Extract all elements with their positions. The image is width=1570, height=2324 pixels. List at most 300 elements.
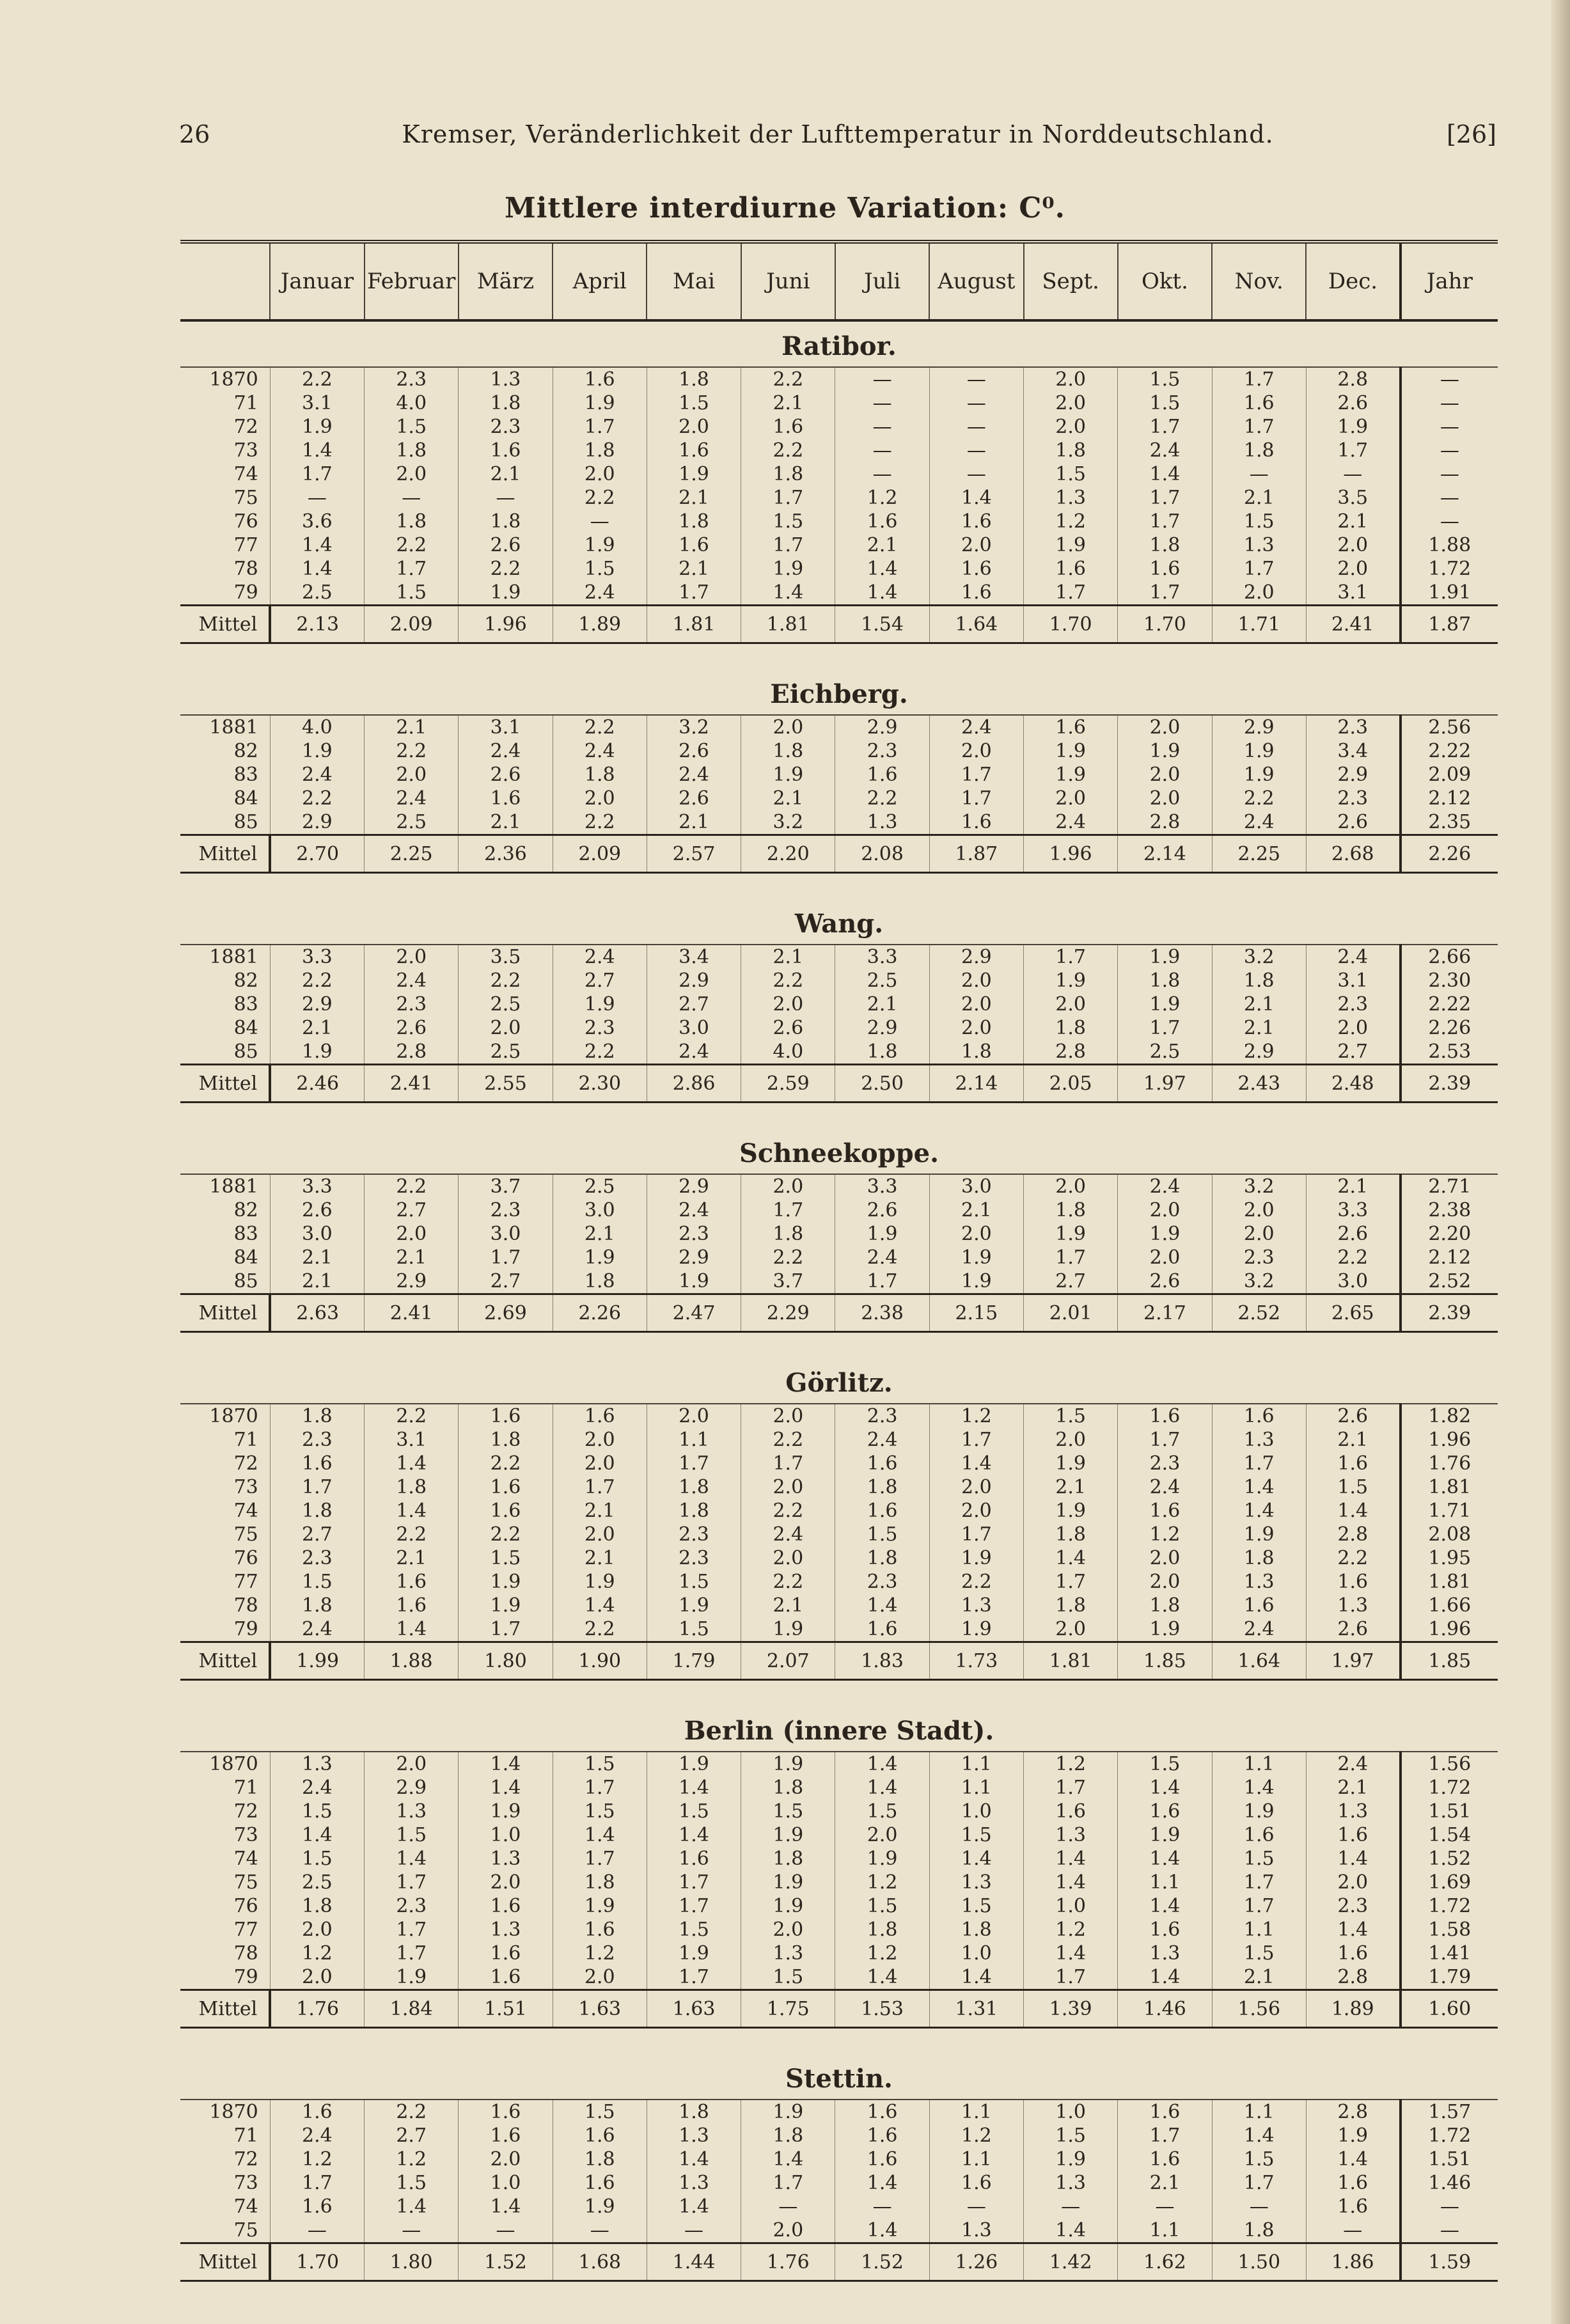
value-cell: 1.9 bbox=[365, 1965, 459, 1990]
value-cell: 2.1 bbox=[270, 1246, 364, 1269]
value-cell: 2.0 bbox=[553, 1965, 647, 1990]
value-cell: 2.2 bbox=[365, 533, 459, 557]
value-cell: 1.6 bbox=[929, 2171, 1023, 2195]
value-cell: 1.6 bbox=[270, 2195, 364, 2218]
value-cell: 2.0 bbox=[1024, 415, 1118, 439]
table-row bbox=[180, 1016, 1498, 1040]
table-row bbox=[180, 993, 1498, 1016]
value-cell: 1.5 bbox=[365, 581, 459, 606]
value-cell: 2.3 bbox=[835, 1404, 929, 1428]
value-cell: 1.6 bbox=[929, 810, 1023, 835]
value-cell: 1.4 bbox=[1306, 1847, 1400, 1871]
value-cell: 2.0 bbox=[929, 1016, 1023, 1040]
value-cell: 1.9 bbox=[835, 1222, 929, 1246]
value-cell: 4.0 bbox=[365, 391, 459, 415]
table-row bbox=[180, 439, 1498, 462]
value-cell: 2.3 bbox=[647, 1546, 741, 1570]
year-cell: 1881 bbox=[209, 1175, 258, 1198]
value-cell: 1.7 bbox=[1212, 415, 1306, 439]
value-cell: 2.6 bbox=[1118, 1269, 1212, 1294]
value-cell: 2.2 bbox=[365, 1523, 459, 1546]
value-cell: 2.4 bbox=[270, 2124, 364, 2147]
table-row bbox=[180, 2124, 1498, 2147]
value-cell: 1.8 bbox=[270, 1404, 364, 1428]
value-cell: 1.7 bbox=[270, 2171, 364, 2195]
annual-value-cell: 1.58 bbox=[1401, 1918, 1498, 1942]
value-cell: 3.3 bbox=[835, 945, 929, 969]
mittel-value-cell: 1.89 bbox=[1306, 1990, 1400, 2028]
gap-cell bbox=[180, 643, 1498, 670]
value-cell: 2.0 bbox=[741, 993, 835, 1016]
mittel-value-cell: 1.79 bbox=[647, 1642, 741, 1680]
value-cell: 1.8 bbox=[647, 2100, 741, 2124]
value-cell: 2.7 bbox=[1306, 1040, 1400, 1065]
value-cell: 1.8 bbox=[647, 1499, 741, 1523]
value-cell: 1.4 bbox=[647, 1776, 741, 1800]
annual-value-cell: 1.81 bbox=[1401, 1570, 1498, 1594]
value-cell: 1.8 bbox=[929, 1040, 1023, 1065]
value-cell: 1.9 bbox=[1212, 1800, 1306, 1823]
table-row bbox=[180, 2171, 1498, 2195]
year-cell: 72 bbox=[233, 1800, 258, 1823]
table-title: Mittlere interdiurne Variation: C⁰. bbox=[505, 192, 1065, 224]
value-cell: 1.0 bbox=[1024, 2100, 1118, 2124]
table-row bbox=[180, 1800, 1498, 1823]
value-cell: 1.7 bbox=[553, 1847, 647, 1871]
value-cell: 1.8 bbox=[647, 367, 741, 391]
value-cell: 2.7 bbox=[365, 1198, 459, 1222]
value-cell: 2.2 bbox=[741, 367, 835, 391]
year-cell: 71 bbox=[233, 1429, 258, 1451]
annual-value-cell: 1.96 bbox=[1401, 1428, 1498, 1452]
year-cell: 84 bbox=[233, 787, 258, 810]
value-cell: 1.6 bbox=[1212, 1823, 1306, 1847]
column-header: Jahr bbox=[1401, 242, 1498, 320]
value-cell: 2.7 bbox=[270, 1523, 364, 1546]
value-cell: 1.6 bbox=[270, 1452, 364, 1475]
value-cell: 2.2 bbox=[459, 1452, 553, 1475]
station-title-row bbox=[180, 1706, 1498, 1752]
value-cell: — bbox=[835, 439, 929, 462]
gap-cell bbox=[180, 1680, 1498, 1707]
value-cell: 2.2 bbox=[741, 1246, 835, 1269]
value-cell: 1.2 bbox=[1118, 1523, 1212, 1546]
value-cell: — bbox=[647, 2218, 741, 2243]
value-cell: 2.1 bbox=[1212, 486, 1306, 510]
value-cell: 1.7 bbox=[741, 533, 835, 557]
mittel-label: Mittel bbox=[180, 2243, 270, 2281]
value-cell: 1.6 bbox=[835, 1617, 929, 1642]
table-row bbox=[180, 462, 1498, 486]
column-header: Januar bbox=[270, 242, 364, 320]
year-cell: 76 bbox=[233, 1895, 258, 1917]
value-cell: 1.7 bbox=[1212, 1894, 1306, 1918]
value-cell: 1.5 bbox=[741, 1800, 835, 1823]
value-cell: 1.3 bbox=[459, 1847, 553, 1871]
value-cell: 2.4 bbox=[1306, 945, 1400, 969]
value-cell: 1.5 bbox=[647, 391, 741, 415]
mittel-annual-cell: 2.26 bbox=[1401, 835, 1498, 873]
value-cell: 1.7 bbox=[647, 1452, 741, 1475]
value-cell: 1.6 bbox=[1118, 1404, 1212, 1428]
value-cell: 2.9 bbox=[1212, 1040, 1306, 1065]
value-cell: 1.9 bbox=[459, 581, 553, 606]
value-cell: 2.0 bbox=[459, 1871, 553, 1894]
column-header: Nov. bbox=[1212, 242, 1306, 320]
mittel-value-cell: 1.89 bbox=[553, 606, 647, 643]
mittel-row bbox=[180, 835, 1498, 873]
value-cell: 1.4 bbox=[835, 1776, 929, 1800]
value-cell: 3.3 bbox=[270, 945, 364, 969]
value-cell: 1.4 bbox=[835, 557, 929, 581]
year-cell: 85 bbox=[233, 811, 258, 833]
value-cell: 2.2 bbox=[741, 439, 835, 462]
value-cell: 1.3 bbox=[647, 2124, 741, 2147]
value-cell: 1.7 bbox=[365, 1942, 459, 1965]
value-cell: 1.4 bbox=[1024, 1546, 1118, 1570]
value-cell: 1.7 bbox=[270, 1475, 364, 1499]
value-cell: 2.3 bbox=[1118, 1452, 1212, 1475]
year-cell: 74 bbox=[233, 1500, 258, 1522]
value-cell: 2.2 bbox=[365, 2100, 459, 2124]
value-cell: 1.6 bbox=[835, 510, 929, 533]
annual-value-cell: 1.96 bbox=[1401, 1617, 1498, 1642]
value-cell: 1.4 bbox=[1118, 462, 1212, 486]
mittel-row bbox=[180, 1990, 1498, 2028]
mittel-annual-cell: 1.59 bbox=[1401, 2243, 1498, 2281]
value-cell: 2.4 bbox=[647, 763, 741, 787]
value-cell: 2.0 bbox=[1212, 1222, 1306, 1246]
mittel-value-cell: 1.76 bbox=[270, 1990, 364, 2028]
column-header: August bbox=[929, 242, 1023, 320]
annual-value-cell: 1.72 bbox=[1401, 1894, 1498, 1918]
year-cell: 78 bbox=[233, 1594, 258, 1617]
value-cell: 1.7 bbox=[1212, 367, 1306, 391]
value-cell: 1.1 bbox=[929, 2147, 1023, 2171]
value-cell: 1.5 bbox=[553, 557, 647, 581]
section-gap bbox=[180, 873, 1498, 900]
value-cell: 1.3 bbox=[1306, 1594, 1400, 1617]
annual-value-cell: 1.51 bbox=[1401, 2147, 1498, 2171]
year-cell: 76 bbox=[233, 510, 258, 533]
annual-value-cell: 1.71 bbox=[1401, 1499, 1498, 1523]
table-row bbox=[180, 787, 1498, 810]
value-cell: 2.2 bbox=[553, 715, 647, 739]
mittel-value-cell: 1.84 bbox=[365, 1990, 459, 2028]
value-cell: 1.4 bbox=[647, 1823, 741, 1847]
value-cell: 2.4 bbox=[647, 1198, 741, 1222]
mittel-value-cell: 1.64 bbox=[1212, 1642, 1306, 1680]
table-row bbox=[180, 1594, 1498, 1617]
value-cell: 1.3 bbox=[365, 1800, 459, 1823]
value-cell: 1.7 bbox=[741, 486, 835, 510]
value-cell: 2.3 bbox=[365, 1894, 459, 1918]
value-cell: 2.6 bbox=[1306, 1404, 1400, 1428]
annual-value-cell: 1.82 bbox=[1401, 1404, 1498, 1428]
value-cell: 2.9 bbox=[365, 1269, 459, 1294]
value-cell: 1.7 bbox=[835, 1269, 929, 1294]
value-cell: 2.0 bbox=[553, 1523, 647, 1546]
year-cell: 83 bbox=[233, 993, 258, 1016]
value-cell: 2.0 bbox=[1212, 581, 1306, 606]
value-cell: 2.1 bbox=[365, 1546, 459, 1570]
value-cell: 1.1 bbox=[647, 1428, 741, 1452]
value-cell: 1.7 bbox=[1212, 1452, 1306, 1475]
mittel-value-cell: 1.71 bbox=[1212, 606, 1306, 643]
running-title: Kremser, Veränderlichkeit der Lufttemperatur in Norddeutschland. bbox=[402, 120, 1274, 148]
mittel-value-cell: 2.36 bbox=[459, 835, 553, 873]
value-cell: 1.5 bbox=[647, 1617, 741, 1642]
value-cell: 2.9 bbox=[647, 1246, 741, 1269]
mittel-value-cell: 2.43 bbox=[1212, 1065, 1306, 1103]
value-cell: 1.4 bbox=[1212, 1499, 1306, 1523]
value-cell: — bbox=[835, 415, 929, 439]
mittel-value-cell: 1.63 bbox=[647, 1990, 741, 2028]
value-cell: 1.8 bbox=[1118, 1594, 1212, 1617]
annual-value-cell: 1.76 bbox=[1401, 1452, 1498, 1475]
value-cell: 1.5 bbox=[1306, 1475, 1400, 1499]
value-cell: 1.7 bbox=[365, 1871, 459, 1894]
value-cell: 1.6 bbox=[929, 581, 1023, 606]
value-cell: 1.5 bbox=[553, 1800, 647, 1823]
value-cell: 2.2 bbox=[1306, 1546, 1400, 1570]
value-cell: 1.8 bbox=[1024, 439, 1118, 462]
value-cell: — bbox=[835, 462, 929, 486]
value-cell: 1.9 bbox=[647, 1594, 741, 1617]
value-cell: 1.6 bbox=[459, 1965, 553, 1990]
value-cell: 1.6 bbox=[1024, 1800, 1118, 1823]
value-cell: 2.5 bbox=[459, 993, 553, 1016]
value-cell: 2.0 bbox=[270, 1965, 364, 1990]
value-cell: 1.4 bbox=[741, 581, 835, 606]
value-cell: 1.4 bbox=[459, 2195, 553, 2218]
value-cell: 1.9 bbox=[553, 1246, 647, 1269]
year-cell: 1881 bbox=[209, 716, 258, 739]
annual-value-cell: — bbox=[1401, 367, 1498, 391]
mittel-value-cell: 2.86 bbox=[647, 1065, 741, 1103]
value-cell: 2.3 bbox=[835, 739, 929, 763]
value-cell: 1.2 bbox=[835, 1871, 929, 1894]
value-cell: 2.6 bbox=[270, 1198, 364, 1222]
value-cell: 2.3 bbox=[459, 1198, 553, 1222]
table-row bbox=[180, 969, 1498, 993]
value-cell: 1.8 bbox=[741, 1847, 835, 1871]
value-cell: 1.4 bbox=[929, 1847, 1023, 1871]
value-cell: 2.3 bbox=[365, 993, 459, 1016]
year-cell: 1870 bbox=[209, 2101, 258, 2123]
value-cell: 3.5 bbox=[459, 945, 553, 969]
value-cell: 2.0 bbox=[1118, 787, 1212, 810]
value-cell: 2.3 bbox=[1306, 1894, 1400, 1918]
value-cell: 2.1 bbox=[365, 715, 459, 739]
value-cell: 1.9 bbox=[741, 763, 835, 787]
value-cell: 1.3 bbox=[1212, 1428, 1306, 1452]
value-cell: 1.7 bbox=[365, 557, 459, 581]
year-cell: 1881 bbox=[209, 946, 258, 968]
value-cell: 3.2 bbox=[647, 715, 741, 739]
value-cell: 1.6 bbox=[1306, 1823, 1400, 1847]
value-cell: 1.6 bbox=[1306, 1942, 1400, 1965]
table-row bbox=[180, 1198, 1498, 1222]
value-cell: 1.4 bbox=[365, 1452, 459, 1475]
table-row bbox=[180, 557, 1498, 581]
value-cell: 1.4 bbox=[835, 1752, 929, 1776]
value-cell: 1.4 bbox=[270, 557, 364, 581]
value-cell: 1.7 bbox=[647, 1871, 741, 1894]
annual-value-cell: 1.72 bbox=[1401, 1776, 1498, 1800]
value-cell: 2.0 bbox=[1118, 1570, 1212, 1594]
value-cell: 1.6 bbox=[1212, 391, 1306, 415]
year-cell: 73 bbox=[233, 2172, 258, 2194]
value-cell: 2.2 bbox=[835, 787, 929, 810]
value-cell: 1.3 bbox=[929, 1594, 1023, 1617]
year-cell: 82 bbox=[233, 970, 258, 992]
value-cell: 1.4 bbox=[1024, 1942, 1118, 1965]
value-cell: 1.5 bbox=[1024, 462, 1118, 486]
value-cell: 1.6 bbox=[459, 2100, 553, 2124]
value-cell: 2.3 bbox=[365, 367, 459, 391]
value-cell: 1.7 bbox=[929, 1428, 1023, 1452]
value-cell: 1.7 bbox=[459, 1617, 553, 1642]
value-cell: 1.4 bbox=[1212, 1776, 1306, 1800]
mittel-value-cell: 1.52 bbox=[459, 2243, 553, 2281]
value-cell: 2.3 bbox=[1306, 993, 1400, 1016]
value-cell: 2.3 bbox=[270, 1428, 364, 1452]
table-row bbox=[180, 486, 1498, 510]
value-cell: 1.0 bbox=[1024, 1894, 1118, 1918]
value-cell: 2.1 bbox=[553, 1499, 647, 1523]
table-row bbox=[180, 2147, 1498, 2171]
value-cell: 3.2 bbox=[1212, 1269, 1306, 1294]
annual-value-cell: 2.22 bbox=[1401, 739, 1498, 763]
column-header: Juni bbox=[741, 242, 835, 320]
value-cell: 1.8 bbox=[459, 1428, 553, 1452]
mittel-value-cell: 1.97 bbox=[1118, 1065, 1212, 1103]
value-cell: 2.8 bbox=[1118, 810, 1212, 835]
value-cell: 1.6 bbox=[459, 1894, 553, 1918]
value-cell: 1.5 bbox=[741, 510, 835, 533]
mittel-label: Mittel bbox=[180, 1294, 270, 1332]
mittel-value-cell: 1.90 bbox=[553, 1642, 647, 1680]
annual-value-cell: — bbox=[1401, 510, 1498, 533]
value-cell: 3.4 bbox=[1306, 739, 1400, 763]
value-cell: 2.0 bbox=[929, 1222, 1023, 1246]
value-cell: 1.9 bbox=[1024, 763, 1118, 787]
value-cell: — bbox=[1212, 2195, 1306, 2218]
mittel-value-cell: 1.70 bbox=[1024, 606, 1118, 643]
mittel-value-cell: 1.80 bbox=[365, 2243, 459, 2281]
value-cell: 2.1 bbox=[1212, 993, 1306, 1016]
annual-value-cell: 1.72 bbox=[1401, 557, 1498, 581]
value-cell: — bbox=[835, 2195, 929, 2218]
value-cell: 1.9 bbox=[1118, 1222, 1212, 1246]
value-cell: 1.3 bbox=[1212, 1570, 1306, 1594]
value-cell: 2.4 bbox=[270, 1617, 364, 1642]
annual-value-cell: 2.71 bbox=[1401, 1174, 1498, 1198]
value-cell: 2.4 bbox=[553, 739, 647, 763]
value-cell: 2.0 bbox=[741, 1475, 835, 1499]
value-cell: 1.9 bbox=[553, 2195, 647, 2218]
year-cell: 1870 bbox=[209, 368, 258, 391]
mittel-value-cell: 1.81 bbox=[741, 606, 835, 643]
column-header: April bbox=[553, 242, 647, 320]
table-row bbox=[180, 1617, 1498, 1642]
value-cell: — bbox=[553, 2218, 647, 2243]
value-cell: 1.3 bbox=[1306, 1800, 1400, 1823]
mittel-value-cell: 2.41 bbox=[365, 1294, 459, 1332]
value-cell: 2.1 bbox=[270, 1016, 364, 1040]
value-cell: 1.6 bbox=[459, 439, 553, 462]
column-header: Dec. bbox=[1306, 242, 1400, 320]
value-cell: 1.6 bbox=[1024, 715, 1118, 739]
value-cell: 1.5 bbox=[553, 2100, 647, 2124]
mittel-label: Mittel bbox=[180, 1065, 270, 1103]
value-cell: 1.7 bbox=[647, 581, 741, 606]
value-cell: 1.6 bbox=[1306, 2171, 1400, 2195]
value-cell: 1.7 bbox=[553, 1475, 647, 1499]
mittel-value-cell: 1.87 bbox=[929, 835, 1023, 873]
station-name: Ratibor. bbox=[180, 320, 1498, 367]
value-cell: 2.1 bbox=[553, 1222, 647, 1246]
year-cell: 85 bbox=[233, 1040, 258, 1063]
value-cell: 1.6 bbox=[929, 510, 1023, 533]
value-cell: 1.7 bbox=[1118, 581, 1212, 606]
value-cell: — bbox=[835, 367, 929, 391]
mittel-value-cell: 1.52 bbox=[835, 2243, 929, 2281]
value-cell: 1.9 bbox=[1024, 1452, 1118, 1475]
value-cell: 3.0 bbox=[1306, 1269, 1400, 1294]
value-cell: 1.9 bbox=[835, 1847, 929, 1871]
value-cell: 2.0 bbox=[929, 993, 1023, 1016]
value-cell: 2.0 bbox=[929, 1499, 1023, 1523]
mittel-value-cell: 2.26 bbox=[553, 1294, 647, 1332]
value-cell: 2.4 bbox=[1118, 1475, 1212, 1499]
value-cell: 2.0 bbox=[365, 462, 459, 486]
value-cell: — bbox=[1306, 2218, 1400, 2243]
page-number: 26 bbox=[179, 120, 210, 148]
value-cell: 2.0 bbox=[365, 945, 459, 969]
value-cell: 2.2 bbox=[1212, 787, 1306, 810]
value-cell: 1.7 bbox=[741, 1452, 835, 1475]
value-cell: 1.8 bbox=[270, 1499, 364, 1523]
year-column-header bbox=[180, 242, 270, 320]
annual-value-cell: 2.52 bbox=[1401, 1269, 1498, 1294]
mittel-value-cell: 2.46 bbox=[270, 1065, 364, 1103]
value-cell: 2.6 bbox=[741, 1016, 835, 1040]
year-cell: 75 bbox=[233, 1523, 258, 1546]
gap-cell bbox=[180, 1332, 1498, 1359]
value-cell: 1.9 bbox=[1118, 739, 1212, 763]
station-title-row bbox=[180, 2054, 1498, 2100]
value-cell: 2.6 bbox=[1306, 1617, 1400, 1642]
value-cell: 1.9 bbox=[741, 2100, 835, 2124]
value-cell: 2.2 bbox=[741, 1570, 835, 1594]
value-cell: 1.8 bbox=[741, 462, 835, 486]
value-cell: 2.4 bbox=[1118, 439, 1212, 462]
value-cell: 1.6 bbox=[459, 787, 553, 810]
value-cell: 2.4 bbox=[1212, 810, 1306, 835]
value-cell: 1.5 bbox=[1212, 510, 1306, 533]
annual-value-cell: 2.12 bbox=[1401, 787, 1498, 810]
year-cell: 72 bbox=[233, 2148, 258, 2171]
value-cell: 2.0 bbox=[741, 1546, 835, 1570]
value-cell: 2.1 bbox=[459, 462, 553, 486]
year-cell: 73 bbox=[233, 1824, 258, 1846]
mittel-value-cell: 1.51 bbox=[459, 1990, 553, 2028]
value-cell: 1.4 bbox=[1212, 2124, 1306, 2147]
value-cell: 2.9 bbox=[647, 1174, 741, 1198]
value-cell: 2.0 bbox=[553, 1452, 647, 1475]
